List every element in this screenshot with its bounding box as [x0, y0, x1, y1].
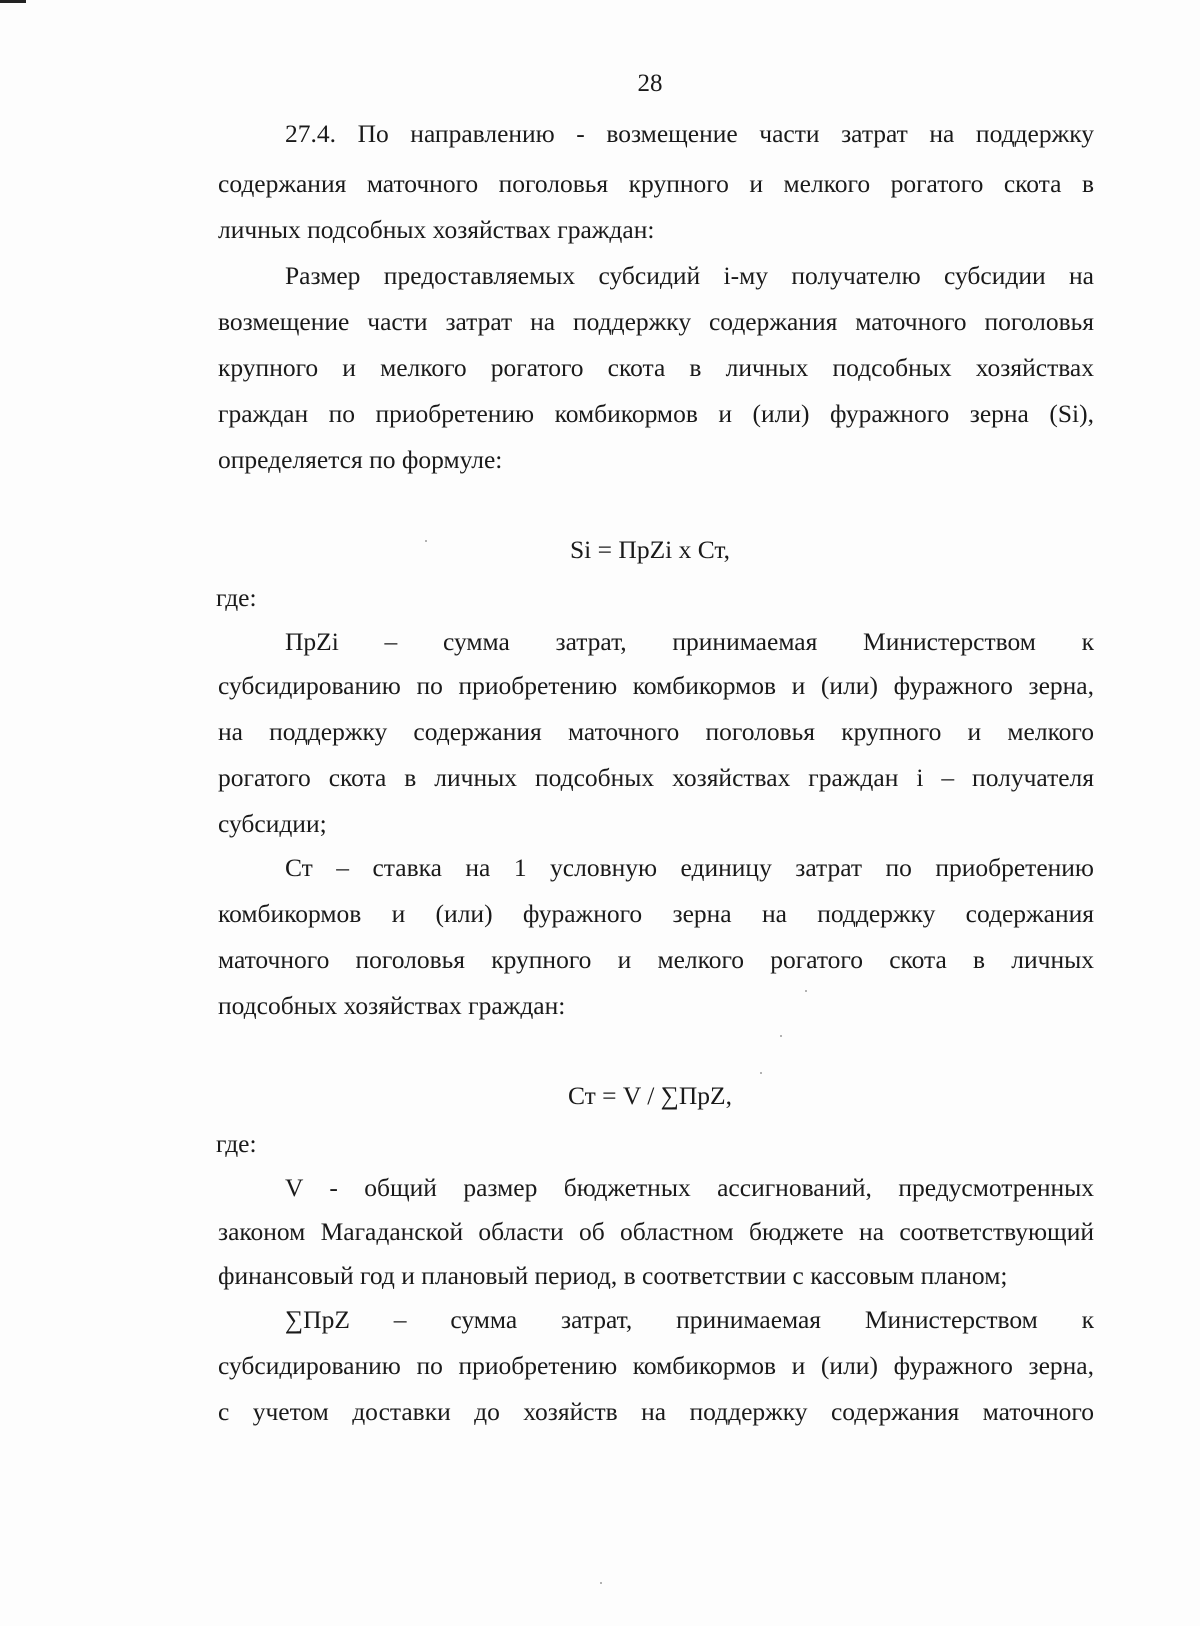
- paragraph-2-line-1: Размер предоставляемых субсидий i-му получателю субсидии на: [285, 261, 1094, 290]
- paragraph-2-line-4: граждан по приобретению комбикормов и (или) фуражного зерна (Si),: [218, 399, 1094, 428]
- scan-corner-mark: [0, 0, 26, 3]
- scan-speck: [805, 990, 807, 992]
- paragraph-6-line-1: ∑ПрZ – сумма затрат, принимаемая Министерством к: [285, 1305, 1094, 1334]
- paragraph-3-line-5: субсидии;: [218, 809, 327, 838]
- paragraph-4-line-2: комбикормов и (или) фуражного зерна на поддержку содержания: [218, 899, 1094, 928]
- scan-speck: [600, 1582, 602, 1584]
- paragraph-5-line-1: V - общий размер бюджетных ассигнований, предусмотренных: [285, 1173, 1094, 1202]
- page-number: 28: [637, 70, 663, 97]
- formula-rate: Ст = V / ∑ПрZ,: [567, 1081, 733, 1110]
- scan-speck: [760, 1072, 762, 1074]
- paragraph-6-line-3: с учетом доставки до хозяйств на поддержку содержания маточного: [218, 1397, 1094, 1426]
- paragraph-3-line-2: субсидированию по приобретению комбикормов и (или) фуражного зерна,: [218, 671, 1094, 700]
- paragraph-3-line-1: ПрZi – сумма затрат, принимаемая Министерством к: [285, 627, 1094, 656]
- paragraph-4-line-3: маточного поголовья крупного и мелкого рогатого скота в личных: [218, 945, 1094, 974]
- where-label-2: где:: [216, 1129, 257, 1158]
- paragraph-6-line-2: субсидированию по приобретению комбикормов и (или) фуражного зерна,: [218, 1351, 1094, 1380]
- scan-speck: [425, 540, 427, 542]
- paragraph-5-line-2: законом Магаданской области об областном бюджете на соответствующий: [218, 1217, 1094, 1246]
- where-label-1: где:: [216, 583, 257, 612]
- paragraph-1-line-3: личных подсобных хозяйствах граждан:: [218, 215, 655, 244]
- formula-subsidy-size: Si = ПрZi x Ст,: [570, 535, 730, 564]
- paragraph-3-line-3: на поддержку содержания маточного поголовья крупного и мелкого: [218, 717, 1094, 746]
- paragraph-2-line-3: крупного и мелкого рогатого скота в личных подсобных хозяйствах: [218, 353, 1094, 382]
- paragraph-2-line-2: возмещение части затрат на поддержку содержания маточного поголовья: [218, 307, 1094, 336]
- paragraph-4-line-4: подсобных хозяйствах граждан:: [218, 991, 566, 1020]
- paragraph-2-line-5: определяется по формуле:: [218, 445, 503, 474]
- paragraph-3-line-4: рогатого скота в личных подсобных хозяйствах граждан i – получателя: [218, 763, 1094, 792]
- paragraph-1-line-1: 27.4. По направлению - возмещение части затрат на поддержку: [285, 119, 1094, 148]
- scan-speck: [780, 1035, 782, 1037]
- paragraph-1-line-2: содержания маточного поголовья крупного и мелкого рогатого скота в: [218, 169, 1094, 198]
- paragraph-5-line-3: финансовый год и плановый период, в соответствии с кассовым планом;: [218, 1261, 1008, 1290]
- paragraph-4-line-1: Ст – ставка на 1 условную единицу затрат по приобретению: [285, 853, 1094, 882]
